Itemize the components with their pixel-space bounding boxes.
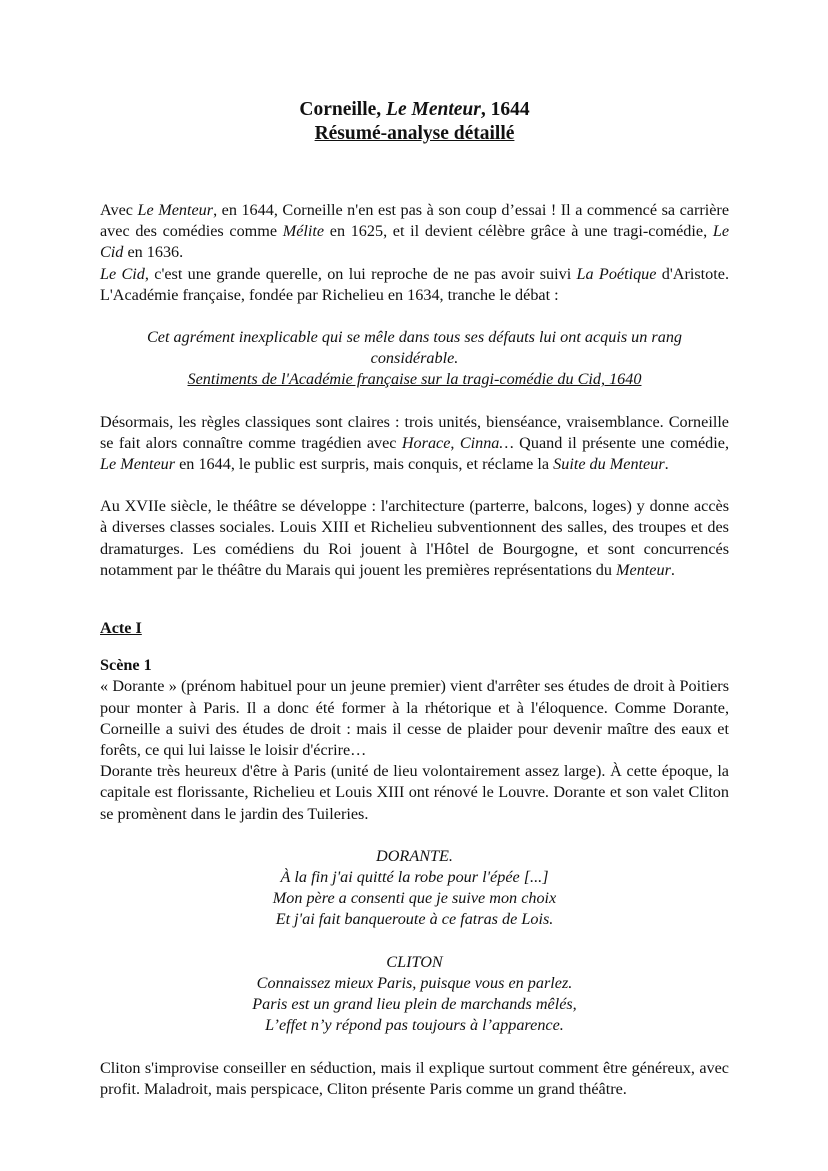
verse-block <box>100 846 729 931</box>
title-year: , 1644 <box>480 99 530 120</box>
verse-speaker: CLITON <box>386 952 443 971</box>
document-subtitle: Résumé-analyse détaillé <box>314 123 515 144</box>
quote-source: Sentiments de l'Académie française sur la tragi-comédie du Cid, 1640 <box>187 370 642 389</box>
quote-text: Cet agrément inexplicable qui se mêle dans tous ses défauts lui ont acquis un rang considérable. <box>146 328 683 368</box>
italic-text: Le Cid <box>100 222 729 262</box>
text-segment: en 1625, et il devient célèbre grâce à une tragi-comédie, <box>324 222 713 241</box>
italic-text: Mélite <box>282 222 325 241</box>
title-author: Corneille, <box>299 99 387 120</box>
intro-paragraph <box>100 200 729 264</box>
verse-line: Et j'ai fait banqueroute à ce fatras de Lois. <box>275 910 554 929</box>
text-segment: Désormais, les règles classiques sont claires : trois unités, bienséance, vraisemblance. Corneille se fait alors connaître comme tragédien avec <box>100 412 729 452</box>
text-segment: en 1644, le public est surpris, mais conquis, et réclame la <box>175 455 554 474</box>
scene-paragraph <box>100 761 729 825</box>
text-segment: Cliton s'improvise conseiller en séduction, mais il explique surtout comment être généreux, avec profit. Maladroit, mais perspicace, Cliton présente Paris comme un grand théâtre. <box>100 1058 729 1098</box>
scene-heading: Scène 1 <box>100 656 152 675</box>
text-segment: , c'est une grande querelle, on lui reproche de ne pas avoir suivi <box>144 264 577 283</box>
title-work: Le Menteur <box>386 99 481 120</box>
text-segment: « Dorante » (prénom habituel pour un jeune premier) vient d'arrêter ses études de droit à Poitiers pour monter à Paris. Il a donc été former à la rhétorique et à l'éloquence. Comme Dorante, Corneille a suivi des études de droit : mais il cesse de plaider pour devenir maître des eaux et forêts, ce qui lui laisse le loisir d'écrire… <box>100 677 729 760</box>
italic-text: Le Menteur <box>137 201 214 219</box>
document-title <box>100 98 729 122</box>
italic-text: Menteur <box>616 560 671 579</box>
text-segment: Au XVIIe siècle, le théâtre se développe : l'architecture (parterre, balcons, loges) y donne accès à diverses classes sociales. Louis XIII et Richelieu subventionnent des salles, des troupes et des dramaturges. Les comédiens du Roi jouent à l'Hôtel de Bourgogne, et sont concurrencés notamment par le théâtre du Marais qui jouent les premières représentations du <box>100 497 729 579</box>
italic-text: Cinna… <box>459 433 514 452</box>
scene-paragraph <box>100 676 729 761</box>
verse-line: À la fin j'ai quitté la robe pour l'épée [...] <box>280 868 549 887</box>
paragraph-theatre <box>100 496 729 581</box>
text-segment: . <box>664 455 669 474</box>
verse-line: Connaissez mieux Paris, puisque vous en parlez. <box>256 973 573 992</box>
verse-line: Mon père a consenti que je suive mon choix <box>272 889 557 908</box>
paragraph-rules <box>100 412 729 476</box>
verse-block <box>100 952 729 1037</box>
intro-paragraph <box>100 264 729 306</box>
italic-text: Le Menteur <box>100 455 176 474</box>
text-segment: en 1636. <box>123 243 184 262</box>
italic-text: Horace <box>401 433 451 452</box>
text-segment: Avec <box>100 201 138 219</box>
italic-text: Suite du Menteur <box>553 455 665 474</box>
italic-text: La Poétique <box>576 264 657 283</box>
text-segment: , <box>450 433 460 452</box>
closing-paragraph <box>100 1058 729 1100</box>
text-segment: Dorante très heureux d'être à Paris (unité de lieu volontairement assez large). À cette époque, la capitale est florissante, Richelieu et Louis XIII ont rénové le Louvre. Dorante et son valet Cliton se promènent dans le jardin des Tuileries. <box>100 762 729 823</box>
verse-speaker: DORANTE. <box>376 846 453 865</box>
text-segment: , en 1644, Corneille n'en est pas à son coup d’essai ! Il a commencé sa carrière avec des comédies comme <box>100 201 730 241</box>
document-page <box>100 98 729 1100</box>
text-segment: . <box>670 560 675 579</box>
italic-text: Le Cid <box>100 264 145 283</box>
verse-line: L’effet n’y répond pas toujours à l’apparence. <box>265 1016 564 1035</box>
verse-line: Paris est un grand lieu plein de marchands mêlés, <box>252 995 577 1014</box>
act-heading: Acte I <box>100 619 142 638</box>
text-segment: d'Aristote. L'Académie française, fondée par Richelieu en 1634, tranche le débat : <box>100 264 729 304</box>
text-segment: Quand il présente une comédie, <box>513 433 729 452</box>
